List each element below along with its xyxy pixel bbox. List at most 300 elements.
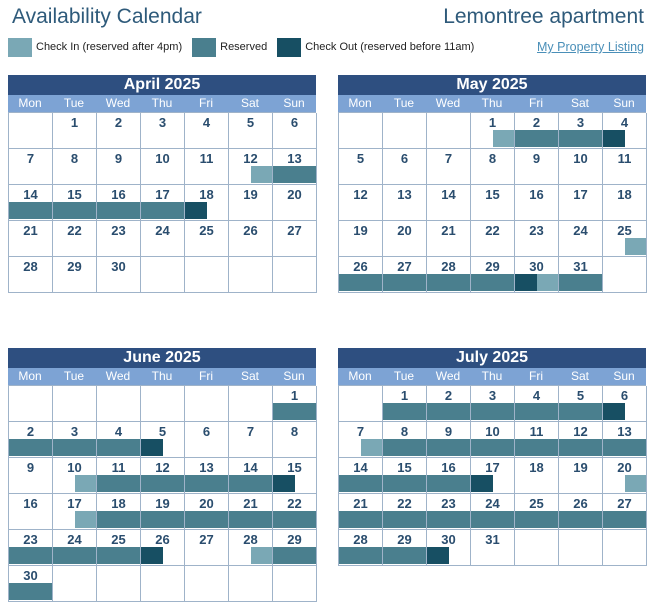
day-cell[interactable] — [515, 386, 559, 422]
day-cell[interactable] — [53, 113, 97, 149]
day-cell[interactable] — [273, 185, 317, 221]
check-in-bar — [493, 130, 515, 147]
day-cell[interactable] — [185, 185, 229, 221]
day-number: 24 — [485, 496, 500, 511]
reserved-bar — [383, 274, 426, 291]
day-cell[interactable] — [471, 386, 515, 422]
reserved-bar — [427, 439, 470, 456]
day-cell[interactable] — [9, 257, 53, 293]
day-cell[interactable] — [141, 422, 185, 458]
day-number: 23 — [111, 223, 126, 238]
day-number: 1 — [70, 115, 79, 130]
empty-cell — [185, 386, 229, 422]
day-cell[interactable] — [471, 185, 515, 221]
day-number: 31 — [485, 532, 500, 547]
reserved-bar — [559, 511, 602, 528]
day-cell[interactable] — [603, 458, 647, 494]
check-out-swatch — [277, 38, 301, 57]
weekday-label: Sun — [613, 96, 635, 110]
day-number: 13 — [397, 187, 412, 202]
empty-cell — [229, 257, 273, 293]
day-cell[interactable] — [559, 386, 603, 422]
empty-cell — [273, 257, 317, 293]
day-number: 19 — [353, 223, 368, 238]
day-cell[interactable] — [383, 530, 427, 566]
day-cell[interactable] — [471, 221, 515, 257]
day-cell[interactable] — [515, 149, 559, 185]
day-cell[interactable] — [53, 149, 97, 185]
day-cell[interactable] — [97, 149, 141, 185]
empty-cell — [97, 566, 141, 602]
empty-cell — [229, 566, 273, 602]
day-cell[interactable] — [471, 149, 515, 185]
empty-cell — [383, 113, 427, 149]
day-number: 20 — [287, 187, 302, 202]
day-cell[interactable] — [273, 530, 317, 566]
day-cell[interactable] — [141, 185, 185, 221]
weekday-label: Sun — [613, 369, 635, 383]
day-cell[interactable] — [559, 113, 603, 149]
day-cell[interactable] — [229, 458, 273, 494]
day-cell[interactable] — [339, 458, 383, 494]
reserved-bar — [273, 547, 316, 564]
reserved-bar — [383, 439, 426, 456]
day-number: 24 — [155, 223, 170, 238]
month-title: May 2025 — [338, 75, 646, 95]
day-cell[interactable] — [559, 221, 603, 257]
day-cell[interactable] — [427, 458, 471, 494]
day-cell[interactable] — [229, 185, 273, 221]
calendar-april-2025 — [8, 75, 316, 293]
day-number: 16 — [529, 187, 544, 202]
day-cell[interactable] — [185, 149, 229, 185]
day-number: 10 — [155, 151, 170, 166]
day-cell[interactable] — [339, 422, 383, 458]
check-in-bar — [361, 439, 383, 456]
weekday-label: Fri — [529, 369, 543, 383]
day-number: 29 — [67, 259, 82, 274]
day-number: 23 — [529, 223, 544, 238]
day-number: 10 — [67, 460, 82, 475]
day-cell[interactable] — [427, 185, 471, 221]
day-cell[interactable] — [339, 257, 383, 293]
day-cell[interactable] — [427, 422, 471, 458]
day-cell[interactable] — [383, 221, 427, 257]
day-cell[interactable] — [559, 257, 603, 293]
day-cell[interactable] — [141, 458, 185, 494]
day-number: 16 — [111, 187, 126, 202]
day-number: 7 — [26, 151, 35, 166]
day-number: 2 — [532, 115, 541, 130]
day-cell[interactable] — [383, 185, 427, 221]
day-number: 21 — [441, 223, 456, 238]
weekday-label: Mon — [18, 369, 42, 383]
empty-cell — [185, 566, 229, 602]
day-cell[interactable] — [427, 149, 471, 185]
day-number: 24 — [573, 223, 588, 238]
check-out-bar — [603, 130, 625, 147]
reserved-bar — [471, 511, 514, 528]
day-cell[interactable] — [383, 422, 427, 458]
day-number: 25 — [199, 223, 214, 238]
day-cell[interactable] — [273, 422, 317, 458]
empty-cell — [141, 566, 185, 602]
check-out-bar — [603, 403, 625, 420]
day-cell[interactable] — [141, 149, 185, 185]
day-cell[interactable] — [141, 494, 185, 530]
day-number: 15 — [397, 460, 412, 475]
day-cell[interactable] — [515, 113, 559, 149]
day-cell[interactable] — [603, 113, 647, 149]
property-name: Lemontree apartment — [443, 5, 644, 28]
reserved-bar — [559, 274, 602, 291]
day-cell[interactable] — [97, 530, 141, 566]
empty-cell — [559, 530, 603, 566]
day-number: 24 — [67, 532, 82, 547]
page-title: Availability Calendar — [12, 5, 202, 28]
day-cell[interactable] — [339, 185, 383, 221]
day-number: 12 — [353, 187, 368, 202]
reserved-bar — [97, 439, 140, 456]
day-cell[interactable] — [273, 113, 317, 149]
reserved-bar — [9, 439, 52, 456]
day-number: 9 — [26, 460, 35, 475]
day-cell[interactable] — [185, 221, 229, 257]
legend-reserved — [192, 38, 267, 57]
day-number: 25 — [111, 532, 126, 547]
day-cell[interactable] — [185, 494, 229, 530]
day-number: 21 — [23, 223, 38, 238]
day-cell[interactable] — [53, 458, 97, 494]
day-number: 20 — [397, 223, 412, 238]
day-cell[interactable] — [603, 185, 647, 221]
day-number: 8 — [290, 424, 299, 439]
day-cell[interactable] — [383, 458, 427, 494]
day-number: 20 — [617, 460, 632, 475]
check-in-bar — [625, 475, 647, 492]
day-number: 3 — [576, 115, 585, 130]
reserved-bar — [97, 547, 140, 564]
day-cell[interactable] — [9, 221, 53, 257]
day-number: 16 — [23, 496, 38, 511]
day-number: 2 — [26, 424, 35, 439]
day-cell[interactable] — [603, 422, 647, 458]
check-in-bar — [251, 166, 273, 183]
day-number: 29 — [485, 259, 500, 274]
day-cell[interactable] — [471, 530, 515, 566]
day-cell[interactable] — [427, 221, 471, 257]
check-out-bar — [141, 439, 163, 456]
day-number: 26 — [155, 532, 170, 547]
day-number: 12 — [243, 151, 258, 166]
day-cell[interactable] — [471, 113, 515, 149]
day-cell[interactable] — [9, 566, 53, 602]
day-cell[interactable] — [53, 221, 97, 257]
weekday-label: Tue — [393, 96, 415, 110]
day-cell[interactable] — [9, 149, 53, 185]
calendar-june-2025 — [8, 348, 316, 602]
weekday-label: Fri — [199, 369, 213, 383]
day-number: 17 — [485, 460, 500, 475]
empty-cell — [53, 386, 97, 422]
legend-check-out — [277, 38, 474, 57]
empty-cell — [427, 113, 471, 149]
day-cell[interactable] — [97, 458, 141, 494]
day-cell[interactable] — [339, 530, 383, 566]
day-cell[interactable] — [97, 257, 141, 293]
reserved-bar — [515, 439, 558, 456]
weekday-label: Sat — [240, 96, 259, 110]
day-cell[interactable] — [559, 458, 603, 494]
day-cell[interactable] — [427, 530, 471, 566]
day-cell[interactable] — [383, 257, 427, 293]
day-grid — [8, 112, 316, 293]
day-number: 1 — [290, 388, 299, 403]
reserved-bar — [515, 130, 558, 147]
reserved-bar — [97, 202, 140, 219]
day-cell[interactable] — [97, 221, 141, 257]
empty-cell — [53, 566, 97, 602]
weekday-label: Sat — [570, 369, 589, 383]
weekday-label: Thu — [151, 369, 173, 383]
day-cell[interactable] — [559, 149, 603, 185]
day-cell[interactable] — [141, 113, 185, 149]
weekday-label: Wed — [435, 96, 461, 110]
day-cell[interactable] — [515, 458, 559, 494]
day-number: 8 — [70, 151, 79, 166]
legend-label: Check Out (reserved before 11am) — [305, 41, 475, 53]
empty-cell — [273, 566, 317, 602]
day-number: 8 — [400, 424, 409, 439]
day-cell[interactable] — [53, 257, 97, 293]
day-cell[interactable] — [229, 494, 273, 530]
month-title: April 2025 — [8, 75, 316, 95]
empty-cell — [229, 386, 273, 422]
weekday-label: Thu — [151, 96, 173, 110]
day-number: 1 — [488, 115, 497, 130]
day-cell[interactable] — [229, 149, 273, 185]
day-cell[interactable] — [339, 494, 383, 530]
day-cell[interactable] — [427, 386, 471, 422]
reserved-swatch — [192, 38, 216, 57]
day-number: 5 — [356, 151, 365, 166]
day-cell[interactable] — [603, 149, 647, 185]
day-cell[interactable] — [97, 422, 141, 458]
day-cell[interactable] — [273, 221, 317, 257]
weekday-label: Wed — [105, 369, 131, 383]
day-number: 12 — [573, 424, 588, 439]
day-number: 27 — [617, 496, 632, 511]
empty-cell — [185, 257, 229, 293]
check-in-bar — [75, 475, 97, 492]
day-cell[interactable] — [53, 530, 97, 566]
weekday-label: Sat — [570, 96, 589, 110]
day-cell[interactable] — [427, 257, 471, 293]
day-cell[interactable] — [185, 422, 229, 458]
reserved-bar — [471, 274, 514, 291]
reserved-bar — [383, 475, 426, 492]
day-cell[interactable] — [603, 386, 647, 422]
day-number: 7 — [356, 424, 365, 439]
day-number: 29 — [287, 532, 302, 547]
day-number: 27 — [287, 223, 302, 238]
reserved-bar — [53, 439, 96, 456]
reserved-bar — [427, 403, 470, 420]
day-grid — [338, 385, 646, 566]
reserved-bar — [273, 166, 316, 183]
day-cell[interactable] — [53, 185, 97, 221]
day-cell[interactable] — [471, 422, 515, 458]
day-cell[interactable] — [229, 221, 273, 257]
day-cell[interactable] — [97, 185, 141, 221]
day-number: 17 — [155, 187, 170, 202]
day-number: 3 — [158, 115, 167, 130]
day-cell[interactable] — [471, 458, 515, 494]
reserved-bar — [185, 475, 228, 492]
day-number: 11 — [111, 460, 126, 475]
day-cell[interactable] — [515, 221, 559, 257]
day-number: 4 — [114, 424, 123, 439]
legend-check-in — [8, 38, 182, 57]
reserved-bar — [229, 475, 272, 492]
reserved-bar — [427, 511, 470, 528]
reserved-bar — [141, 511, 184, 528]
day-cell[interactable] — [185, 113, 229, 149]
day-number: 20 — [199, 496, 214, 511]
day-cell[interactable] — [427, 494, 471, 530]
day-cell[interactable] — [229, 422, 273, 458]
day-number: 9 — [444, 424, 453, 439]
day-cell[interactable] — [515, 257, 559, 293]
day-number: 26 — [353, 259, 368, 274]
empty-cell — [603, 257, 647, 293]
day-number: 3 — [488, 388, 497, 403]
day-cell[interactable] — [471, 494, 515, 530]
day-cell[interactable] — [383, 386, 427, 422]
day-cell[interactable] — [53, 494, 97, 530]
day-number: 19 — [573, 460, 588, 475]
calendar-july-2025 — [338, 348, 646, 566]
day-grid — [338, 112, 646, 293]
reserved-bar — [427, 274, 470, 291]
reserved-bar — [339, 547, 382, 564]
day-cell[interactable] — [141, 530, 185, 566]
empty-cell — [97, 386, 141, 422]
weekday-label: Sun — [283, 369, 305, 383]
check-out-bar — [471, 475, 493, 492]
day-number: 14 — [243, 460, 258, 475]
day-number: 11 — [529, 424, 544, 439]
day-cell[interactable] — [97, 113, 141, 149]
day-cell[interactable] — [273, 149, 317, 185]
weekday-label: Mon — [348, 96, 372, 110]
day-cell[interactable] — [383, 494, 427, 530]
day-number: 30 — [441, 532, 456, 547]
day-number: 18 — [111, 496, 126, 511]
reserved-bar — [383, 547, 426, 564]
day-cell[interactable] — [383, 149, 427, 185]
day-cell[interactable] — [9, 422, 53, 458]
day-grid — [8, 385, 316, 602]
weekday-label: Mon — [18, 96, 42, 110]
day-number: 13 — [199, 460, 214, 475]
day-cell[interactable] — [185, 530, 229, 566]
day-cell[interactable] — [273, 386, 317, 422]
day-cell[interactable] — [603, 221, 647, 257]
weekday-label: Thu — [481, 96, 503, 110]
day-cell[interactable] — [229, 113, 273, 149]
day-number: 27 — [199, 532, 214, 547]
day-cell[interactable] — [471, 257, 515, 293]
day-cell[interactable] — [185, 458, 229, 494]
day-cell[interactable] — [141, 221, 185, 257]
day-cell[interactable] — [9, 185, 53, 221]
reserved-bar — [603, 439, 646, 456]
day-number: 25 — [529, 496, 544, 511]
day-cell[interactable] — [559, 422, 603, 458]
day-number: 13 — [287, 151, 302, 166]
day-cell[interactable] — [339, 149, 383, 185]
day-cell[interactable] — [273, 458, 317, 494]
day-cell[interactable] — [9, 458, 53, 494]
day-number: 4 — [620, 115, 629, 130]
property-listing-link[interactable]: My Property Listing — [537, 40, 644, 54]
day-cell[interactable] — [559, 185, 603, 221]
day-number: 21 — [353, 496, 368, 511]
reserved-bar — [53, 547, 96, 564]
day-cell[interactable] — [229, 530, 273, 566]
day-number: 11 — [617, 151, 632, 166]
check-out-bar — [273, 475, 295, 492]
day-number: 5 — [576, 388, 585, 403]
reserved-bar — [559, 130, 602, 147]
weekday-label: Wed — [435, 369, 461, 383]
reserved-bar — [9, 547, 52, 564]
check-in-bar — [625, 238, 647, 255]
day-number: 13 — [617, 424, 632, 439]
day-number: 28 — [23, 259, 38, 274]
day-number: 12 — [155, 460, 170, 475]
check-in-bar — [75, 511, 97, 528]
check-out-bar — [515, 274, 537, 291]
day-cell[interactable] — [603, 494, 647, 530]
day-cell[interactable] — [339, 221, 383, 257]
empty-cell — [141, 257, 185, 293]
reserved-bar — [185, 511, 228, 528]
day-cell[interactable] — [559, 494, 603, 530]
day-cell[interactable] — [97, 494, 141, 530]
day-cell[interactable] — [9, 494, 53, 530]
day-number: 26 — [243, 223, 258, 238]
reserved-bar — [53, 202, 96, 219]
day-cell[interactable] — [515, 422, 559, 458]
day-number: 23 — [441, 496, 456, 511]
reserved-bar — [141, 475, 184, 492]
reserved-bar — [515, 511, 558, 528]
day-number: 26 — [573, 496, 588, 511]
check-out-bar — [141, 547, 163, 564]
day-number: 4 — [202, 115, 211, 130]
day-cell[interactable] — [9, 530, 53, 566]
day-cell[interactable] — [53, 422, 97, 458]
weekday-label: Tue — [393, 369, 415, 383]
day-cell[interactable] — [515, 185, 559, 221]
day-number: 18 — [617, 187, 632, 202]
reserved-bar — [273, 511, 316, 528]
day-cell[interactable] — [515, 494, 559, 530]
day-cell[interactable] — [273, 494, 317, 530]
day-number: 18 — [199, 187, 214, 202]
